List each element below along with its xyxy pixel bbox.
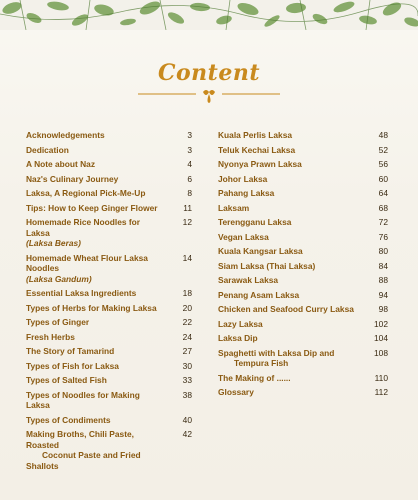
toc-entry-title	[218, 174, 388, 185]
toc-entry[interactable]	[26, 361, 192, 372]
toc-entry-title	[218, 217, 388, 228]
toc-entry-page-number: 30	[182, 360, 192, 371]
toc-entry[interactable]	[218, 304, 388, 315]
toc-entry-page-number: 18	[182, 288, 192, 298]
toc-entry-page-number: 40	[182, 414, 192, 425]
toc-entry-title	[26, 159, 192, 170]
toc-entry[interactable]	[26, 390, 192, 411]
toc-entry-page-number: 33	[182, 375, 192, 385]
toc-entry-page-number: 104	[374, 333, 388, 343]
toc-entry[interactable]	[26, 317, 192, 328]
toc-entry-page-number: 64	[378, 188, 388, 198]
toc-entry-title	[218, 319, 388, 330]
toc-entry[interactable]	[26, 288, 192, 299]
toc-right-column	[218, 130, 388, 402]
toc-entry-page-number: 84	[378, 260, 388, 271]
toc-entry-page-number: 6	[187, 173, 192, 184]
toc-entry-title-text: Johor Laksa	[218, 173, 268, 184]
toc-entry-title-text: Homemade Rice Noodles for Laksa	[26, 217, 141, 238]
toc-entry-page-number: 88	[378, 275, 388, 285]
toc-entry-title-text: The Story of Tamarind	[26, 346, 115, 356]
toc-entry-page-number: 22	[182, 317, 192, 327]
toc-entry-title	[218, 373, 388, 384]
toc-entry-page-number: 72	[378, 217, 388, 227]
toc-entry[interactable]	[26, 174, 192, 185]
toc-entry-title	[26, 390, 192, 411]
toc-entry-page-number: 76	[378, 231, 388, 242]
toc-entry-title	[218, 232, 388, 243]
toc-entry[interactable]	[26, 429, 192, 471]
toc-entry-title-text: The Making of ......	[218, 372, 291, 383]
toc-entry[interactable]	[26, 145, 192, 156]
toc-entry-title	[26, 303, 192, 314]
toc-entry-subtitle: Tempura Fish	[234, 358, 289, 368]
toc-entry-page-number: 48	[378, 130, 388, 140]
toc-entry-title	[218, 304, 388, 315]
toc-entry[interactable]	[218, 203, 388, 214]
toc-entry-title-text: Laksa, A Regional Pick-Me-Up	[26, 188, 146, 198]
toc-entry[interactable]	[218, 348, 388, 369]
toc-entry-page-number: 112	[374, 387, 388, 397]
toc-entry-page-number: 52	[378, 144, 388, 155]
toc-entry[interactable]	[26, 375, 192, 386]
toc-entry[interactable]	[26, 346, 192, 357]
toc-entry-title-text: Pahang Laksa	[218, 188, 275, 198]
toc-entry-title-text: Types of Noodles for Making Laksa	[26, 389, 140, 410]
toc-entry-title-text: Vegan Laksa	[218, 231, 269, 242]
toc-entry-page-number: 102	[374, 318, 388, 329]
toc-entry[interactable]	[218, 275, 388, 286]
toc-entry-title-text: Naz's Culinary Journey	[26, 173, 119, 184]
toc-entry-title	[26, 217, 192, 249]
toc-entry[interactable]	[218, 246, 388, 257]
toc-entry[interactable]	[218, 232, 388, 243]
toc-entry-title	[26, 145, 192, 156]
toc-entry-title-text: Spaghetti with Laksa Dip and	[218, 347, 335, 358]
toc-entry-title	[218, 333, 388, 344]
toc-entry-title-text: A Note about Naz	[26, 159, 96, 169]
toc-entry-title-text: Teluk Kechai Laksa	[218, 144, 296, 155]
toc-entry[interactable]	[218, 188, 388, 199]
toc-entry-title	[218, 188, 388, 199]
toc-entry-title	[26, 174, 192, 185]
toc-entry[interactable]	[218, 373, 388, 384]
toc-entry-title-text: Lazy Laksa	[218, 318, 263, 329]
toc-entry-title-text: Sarawak Laksa	[218, 275, 279, 285]
toc-entry-title	[26, 130, 192, 141]
toc-entry-title-text: Homemade Wheat Flour Laksa Noodles	[26, 252, 148, 273]
toc-entry-title-text: Chicken and Seafood Curry Laksa	[218, 304, 354, 314]
toc-entry[interactable]	[26, 203, 192, 214]
toc-entry-title-text: Kuala Kangsar Laksa	[218, 246, 303, 256]
page-title: Content	[158, 60, 260, 86]
toc-entry-title	[218, 130, 388, 141]
toc-entry-title	[26, 361, 192, 372]
toc-entry[interactable]	[26, 159, 192, 170]
toc-left-column	[26, 130, 192, 475]
title-ornament-icon	[138, 88, 280, 104]
toc-entry[interactable]	[26, 303, 192, 314]
toc-entry-title	[26, 429, 192, 471]
toc-entry-subtitle: Coconut Paste and Fried Shallots	[26, 450, 141, 471]
toc-entry-title	[26, 346, 192, 357]
toc-entry-page-number: 24	[182, 331, 192, 342]
toc-entry[interactable]	[218, 217, 388, 228]
toc-entry-page-number: 110	[374, 372, 388, 383]
toc-entry[interactable]	[26, 332, 192, 343]
toc-entry-page-number: 12	[182, 217, 192, 227]
toc-entry[interactable]	[218, 145, 388, 156]
toc-entry-title-text: Acknowledgements	[26, 130, 105, 140]
toc-entry-title	[26, 203, 192, 214]
leaf-banner-decoration	[0, 0, 418, 30]
toc-entry-title	[26, 375, 192, 386]
toc-entry-title-text: Siam Laksa (Thai Laksa)	[218, 260, 316, 271]
toc-entry-page-number: 56	[378, 159, 388, 169]
toc-entry-title	[218, 348, 388, 369]
toc-entry-title	[218, 145, 388, 156]
toc-entry-page-number: 80	[378, 246, 388, 256]
toc-entry-page-number: 27	[182, 346, 192, 356]
toc-entry-title-text: Nyonya Prawn Laksa	[218, 159, 302, 169]
toc-entry[interactable]	[218, 333, 388, 344]
toc-entry-title-text: Laksa Dip	[218, 333, 258, 343]
toc-entry-title-text: Penang Asam Laksa	[218, 289, 300, 300]
toc-entry-title-text: Types of Condiments	[26, 414, 111, 425]
toc-entry-title-text: Essential Laksa Ingredients	[26, 288, 137, 298]
toc-entry[interactable]	[218, 159, 388, 170]
toc-entry-subtitle: (Laksa Gandum)	[26, 273, 92, 284]
toc-entry-title-text: Tips: How to Keep Ginger Flower	[26, 202, 158, 213]
toc-entry-title-text: Types of Fish for Laksa	[26, 360, 119, 371]
toc-entry[interactable]	[218, 174, 388, 185]
toc-entry-title	[26, 332, 192, 343]
toc-entry-page-number: 38	[182, 389, 192, 400]
toc-entry-title	[218, 261, 388, 272]
toc-entry-title	[218, 290, 388, 301]
toc-entry-title-text: Dedication	[26, 144, 69, 155]
toc-entry[interactable]	[218, 319, 388, 330]
toc-entry[interactable]	[26, 253, 192, 285]
toc-entry-title-text: Glossary	[218, 387, 254, 397]
toc-entry[interactable]	[218, 290, 388, 301]
toc-entry-page-number: 3	[187, 144, 192, 155]
toc-entry-page-number: 8	[187, 188, 192, 198]
toc-entry-title	[26, 253, 192, 285]
toc-entry-page-number: 20	[182, 302, 192, 313]
toc-entry-title-text: Types of Salted Fish	[26, 375, 107, 385]
toc-entry-title	[26, 317, 192, 328]
toc-entry-title-text: Terengganu Laksa	[218, 217, 292, 227]
toc-entry-title-text: Fresh Herbs	[26, 331, 75, 342]
toc-entry-title-text: Kuala Perlis Laksa	[218, 130, 293, 140]
toc-entry[interactable]	[218, 261, 388, 272]
toc-entry-subtitle: (Laksa Beras)	[26, 238, 81, 248]
toc-entry-title-text: Laksam	[218, 202, 250, 213]
toc-entry-page-number: 14	[182, 252, 192, 263]
toc-entry-title	[218, 387, 388, 398]
toc-entry-title	[26, 188, 192, 199]
toc-entry[interactable]	[26, 217, 192, 249]
toc-entry[interactable]	[218, 130, 388, 141]
toc-entry[interactable]	[26, 188, 192, 199]
toc-entry-title	[218, 275, 388, 286]
toc-entry[interactable]	[26, 130, 192, 141]
toc-entry-title	[218, 246, 388, 257]
toc-entry-title	[218, 203, 388, 214]
toc-entry-page-number: 42	[182, 429, 192, 439]
toc-entry-page-number: 94	[378, 289, 388, 300]
toc-entry-title	[26, 415, 192, 426]
toc-entry-title	[218, 159, 388, 170]
toc-entry-title-text: Making Broths, Chili Paste, Roasted	[26, 429, 134, 450]
toc-entry-page-number: 3	[187, 130, 192, 140]
toc-entry-title-text: Types of Herbs for Making Laksa	[26, 302, 157, 313]
toc-entry-title	[26, 288, 192, 299]
toc-entry[interactable]	[218, 387, 388, 398]
toc-entry-page-number: 11	[183, 202, 192, 213]
toc-entry-page-number: 4	[187, 159, 192, 169]
toc-entry[interactable]	[26, 415, 192, 426]
toc-entry-page-number: 60	[378, 173, 388, 184]
toc-entry-title-text: Types of Ginger	[26, 317, 90, 327]
toc-entry-page-number: 68	[378, 202, 388, 213]
toc-entry-page-number: 98	[378, 304, 388, 314]
toc-entry-page-number: 108	[374, 347, 388, 358]
